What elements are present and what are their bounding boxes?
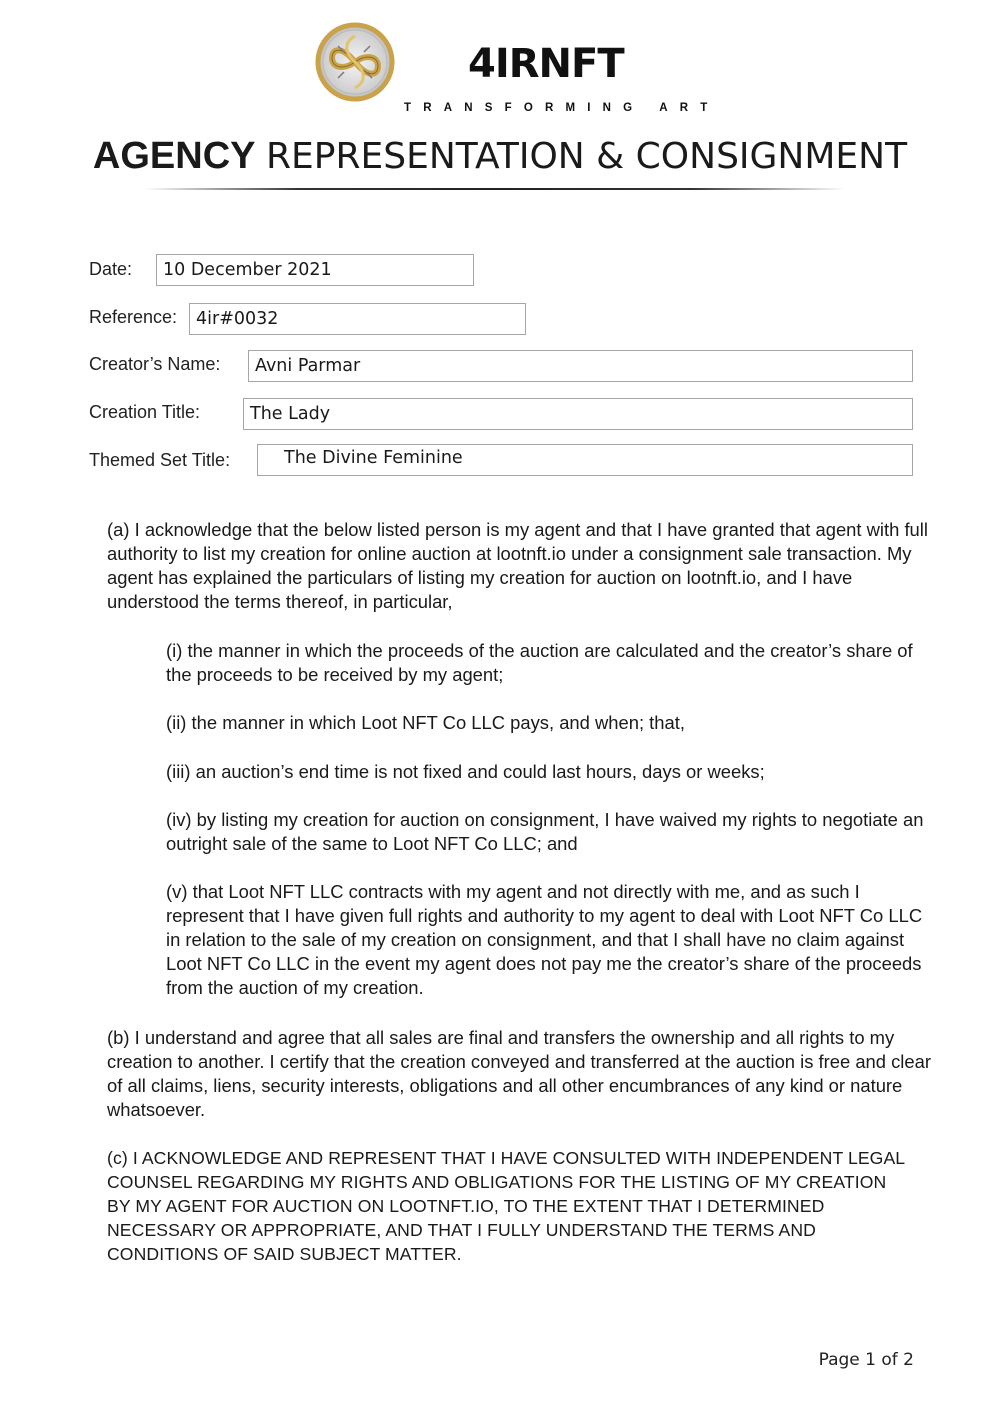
title-divider: [145, 188, 845, 190]
themed-set-title-label: Themed Set Title:: [89, 450, 231, 470]
clause-b: [107, 1026, 937, 1122]
clause-item-text: an auction’s end time is not fixed and could last hours, days or weeks;: [195, 761, 765, 782]
creator-name-field[interactable]: Avni Parmar: [248, 350, 913, 382]
clause-c-marker: (c): [107, 1148, 128, 1168]
clause-b-marker: (b): [107, 1027, 130, 1048]
clause-item-iv: [166, 808, 936, 856]
clause-b-text: I understand and agree that all sales are final and transfers the ownership and all rights to my creation to another. I certify that the creation conveyed and transferred at the auction is free and clear of all claims, liens, security interests, obligations and all other encumbrances of any kind or nature whatsoever.: [107, 1027, 931, 1120]
document-title: [0, 134, 1000, 179]
reference-label: Reference:: [89, 307, 178, 327]
clause-item-i: [166, 639, 936, 687]
clause-item-iii: [166, 760, 936, 784]
clause-item-ii: [166, 711, 936, 735]
clause-item-marker: (v): [166, 881, 188, 902]
clause-item-marker: (ii): [166, 712, 187, 733]
clause-a-text: I acknowledge that the below listed person is my agent and that I have granted that agent with full authority to list my creation for online auction at lootnft.io under a consignment sale transaction. My agent has explained the particulars of listing my creation for auction on lootnft.io, and I have understood the terms thereof, in particular,: [107, 519, 928, 612]
clause-item-marker: (i): [166, 640, 183, 661]
clause-a-marker: (a): [107, 519, 130, 540]
brand-name: 4IRNFT: [468, 41, 624, 87]
document-title-bold: AGENCY: [92, 135, 256, 177]
clause-item-marker: (iii): [166, 761, 191, 782]
gold-infinity-knot-logo-icon: [314, 22, 396, 102]
clause-item-text: that Loot NFT LLC contracts with my agent and not directly with me, and as such I represent that I have given full rights and authority to my agent to deal with Loot NFT Co LLC in relation to the sale of my creation on consignment, and that I shall have no claim against Loot NFT Co LLC in the event my agent does not pay me the creator’s share of the proceeds from the auction of my creation.: [166, 881, 923, 998]
date-field[interactable]: 10 December 2021: [156, 254, 474, 286]
clause-c: [107, 1146, 907, 1266]
clause-c-text: I ACKNOWLEDGE AND REPRESENT THAT I HAVE CONSULTED WITH INDEPENDENT LEGAL COUNSEL REGARDING MY RIGHTS AND OBLIGATIONS FOR THE LISTING OF MY CREATION BY MY AGENT FOR AUCTION ON LOOTNFT.IO, TO THE EXTENT THAT I DETERMINED NECESSARY OR APPROPRIATE, AND THAT I FULLY UNDERSTAND THE TERMS AND CONDITIONS OF SAID SUBJECT MATTER.: [107, 1148, 905, 1264]
clause-item-text: by listing my creation for auction on consignment, I have waived my rights to negotiate an outright sale of the same to Loot NFT Co LLC; and: [166, 809, 924, 854]
creation-title-label: Creation Title:: [89, 402, 201, 422]
brand-tagline: TRANSFORMING ART: [404, 102, 720, 114]
themed-set-title-field[interactable]: The Divine Feminine: [257, 444, 913, 476]
header-logo: [314, 22, 720, 114]
clause-item-text: the manner in which Loot NFT Co LLC pays, and when; that,: [191, 712, 685, 733]
clause-item-text: the manner in which the proceeds of the auction are calculated and the creator’s share of the proceeds to be received by my agent;: [166, 640, 913, 685]
clause-item-v: [166, 880, 936, 1000]
reference-field[interactable]: 4ir#0032: [189, 303, 526, 335]
creation-title-field[interactable]: The Lady: [243, 398, 913, 430]
page-number: Page 1 of 2: [818, 1350, 914, 1370]
clause-item-marker: (iv): [166, 809, 192, 830]
date-label: Date:: [89, 259, 133, 279]
clause-a: [107, 518, 937, 614]
creator-name-label: Creator’s Name:: [89, 354, 221, 374]
document-title-rest: REPRESENTATION & CONSIGNMENT: [266, 136, 908, 177]
